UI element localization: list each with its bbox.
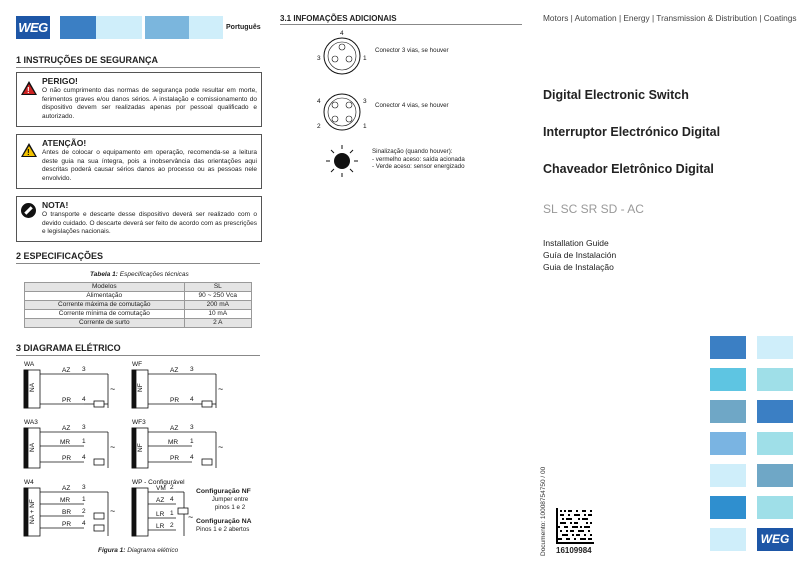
color-block [710, 400, 746, 423]
color-block [710, 368, 746, 391]
svg-text:1: 1 [190, 438, 194, 445]
svg-text:PR: PR [62, 397, 72, 404]
table-row: Corrente de surto 2 A [25, 319, 252, 328]
svg-text:NF: NF [137, 443, 144, 452]
datamatrix-code [556, 508, 594, 544]
svg-text:PR: PR [170, 455, 180, 462]
svg-text:AZ: AZ [170, 367, 179, 374]
note-box [16, 196, 262, 242]
guide-en: Installation Guide [543, 238, 609, 248]
specs-table [24, 282, 252, 328]
note-text: O transporte e descarte desse dispositivo deverá ser realizado com o devido cuidado. O descarte deverá ser feito de acordo com as prescrições e legislações nacionais. [42, 211, 257, 235]
svg-text:4: 4 [82, 520, 86, 527]
title-pt: Chaveador Eletrônico Digital [543, 162, 714, 176]
header-color-block [189, 16, 223, 39]
svg-text:BR: BR [62, 509, 72, 516]
warning-title: ATENÇÃO! [42, 138, 87, 148]
connector4-label: Conector 4 vias, se houver [375, 102, 449, 109]
svg-text:~: ~ [110, 506, 116, 516]
title-en: Digital Electronic Switch [543, 88, 689, 102]
svg-text:4: 4 [190, 396, 194, 403]
svg-text:MR: MR [60, 497, 71, 504]
header-color-block [96, 16, 142, 39]
svg-text:4: 4 [340, 30, 344, 37]
color-block [757, 432, 793, 455]
table-row: Alimentação 90 ~ 250 Vca [25, 292, 252, 301]
guide-es: Guía de Instalación [543, 250, 617, 260]
warning-icon-mark: ! [27, 148, 30, 157]
svg-text:3: 3 [82, 484, 86, 491]
svg-text:WA: WA [24, 361, 35, 368]
svg-text:3: 3 [190, 424, 194, 431]
doc-number: 16109984 [556, 546, 592, 555]
header-color-block [145, 16, 191, 39]
config-na-title: Configuração NA [196, 518, 252, 525]
svg-text:3: 3 [363, 98, 367, 105]
svg-text:MR: MR [60, 439, 71, 446]
svg-text:PR: PR [62, 521, 72, 528]
svg-text:VM: VM [156, 485, 166, 492]
note-title: NOTA! [42, 200, 69, 210]
svg-text:3: 3 [82, 366, 86, 373]
diagram-heading: 3 DIAGRAMA ELÉTRICO [16, 343, 121, 353]
svg-text:3: 3 [190, 366, 194, 373]
table-row: Corrente mínima de comutação 10 mA [25, 310, 252, 319]
config-nf-title: Configuração NF [196, 488, 251, 495]
tagline: Motors | Automation | Energy | Transmission & Distribution | Coatings [543, 13, 797, 23]
danger-title: PERIGO! [42, 76, 78, 86]
language-label: Português [226, 24, 261, 31]
divider [16, 263, 260, 264]
color-block [710, 432, 746, 455]
color-block [710, 336, 746, 359]
extra-heading: 3.1 INFOMAÇÕES ADICIONAIS [280, 14, 397, 23]
weg-logo: WEG [16, 16, 50, 39]
svg-text:WP - Configurável: WP - Configurável [132, 479, 185, 486]
svg-text:4: 4 [82, 454, 86, 461]
svg-text:NA: NA [29, 382, 36, 392]
signal-label: Sinalização (quando houver): - vermelho aceso: saída acionada - Verde aceso: sensor energizado [372, 148, 465, 170]
color-block [757, 336, 793, 359]
color-block [710, 496, 746, 519]
svg-text:WA3: WA3 [24, 419, 38, 426]
warning-text: Antes de colocar o equipamento em operação, recomenda-se a leitura deste guia na sua íntegra, pois a inobservância das orientações aqui descritas poderá causar sérios danos ao processo ou as pessoas nele envolvido. [42, 149, 257, 182]
svg-text:NA + NF: NA + NF [29, 499, 36, 524]
svg-text:~: ~ [110, 384, 116, 394]
svg-text:MR: MR [168, 439, 179, 446]
document-label: Documento: 10008754750 / 00 [540, 466, 547, 556]
svg-text:AZ: AZ [62, 425, 71, 432]
divider [280, 24, 522, 25]
svg-text:2: 2 [317, 123, 321, 130]
warning-box [16, 134, 262, 189]
svg-text:2: 2 [170, 484, 174, 491]
safety-heading: 1 INSTRUÇÕES DE SEGURANÇA [16, 55, 159, 65]
svg-text:3: 3 [82, 424, 86, 431]
color-block [710, 464, 746, 487]
diagram-caption: Figura 1: Diagrama elétrico [98, 547, 179, 554]
color-block [757, 400, 793, 423]
svg-text:4: 4 [190, 454, 194, 461]
svg-text:1: 1 [82, 438, 86, 445]
svg-text:AZ: AZ [156, 497, 165, 504]
connector3-label: Conector 3 vias, se houver [375, 47, 449, 54]
svg-text:4: 4 [317, 98, 321, 105]
svg-text:2: 2 [82, 508, 86, 515]
color-block [710, 528, 746, 551]
svg-text:4: 4 [170, 496, 174, 503]
svg-text:WF3: WF3 [132, 419, 146, 426]
table-row: Corrente máxima de comutação 200 mA [25, 301, 252, 310]
svg-text:LR: LR [156, 511, 165, 518]
danger-text: O não cumprimento das normas de segurança pode resultar em morte, ferimentos graves e/ou danos sérios. A instalação e comissionamento do dispositivo devem ser realizadas apenas por pessoal qualificado e autorizado. [42, 87, 257, 120]
divider [16, 67, 260, 68]
danger-box [16, 72, 262, 127]
table-row: Modelos SL [25, 283, 252, 292]
weg-logo-footer: WEG [757, 528, 793, 551]
danger-icon-mark: ! [27, 86, 30, 95]
svg-text:1: 1 [170, 510, 174, 517]
svg-text:PR: PR [62, 455, 72, 462]
svg-text:AZ: AZ [170, 425, 179, 432]
title-es: Interruptor Electrónico Digital [543, 125, 721, 139]
svg-text:NA: NA [29, 442, 36, 452]
svg-text:AZ: AZ [62, 367, 71, 374]
svg-text:~: ~ [188, 512, 194, 522]
svg-text:1: 1 [363, 123, 367, 130]
svg-text:W4: W4 [24, 479, 34, 486]
svg-text:~: ~ [110, 442, 116, 452]
svg-text:3: 3 [317, 55, 321, 62]
config-na-text: Pinos 1 e 2 abertos [196, 526, 250, 533]
svg-text:~: ~ [218, 442, 224, 452]
color-block [757, 368, 793, 391]
svg-text:4: 4 [82, 396, 86, 403]
svg-text:1: 1 [82, 496, 86, 503]
guide-pt: Guia de Instalação [543, 262, 614, 272]
divider [16, 355, 260, 356]
specs-caption: Tabela 1: Especificações técnicas [90, 271, 189, 278]
svg-text:~: ~ [218, 384, 224, 394]
color-block [757, 496, 793, 519]
svg-text:PR: PR [170, 397, 180, 404]
svg-text:AZ: AZ [62, 485, 71, 492]
svg-text:2: 2 [170, 522, 174, 529]
color-block [757, 464, 793, 487]
specs-heading: 2 ESPECIFICAÇÕES [16, 251, 104, 261]
svg-text:LR: LR [156, 523, 165, 530]
svg-text:1: 1 [363, 55, 367, 62]
note-icon [21, 203, 36, 218]
models-label: SL SC SR SD - AC [543, 202, 644, 216]
svg-text:WF: WF [132, 361, 143, 368]
svg-text:NF: NF [137, 383, 144, 392]
config-nf-text: Jumper entre pinos 1 e 2 [211, 496, 249, 511]
